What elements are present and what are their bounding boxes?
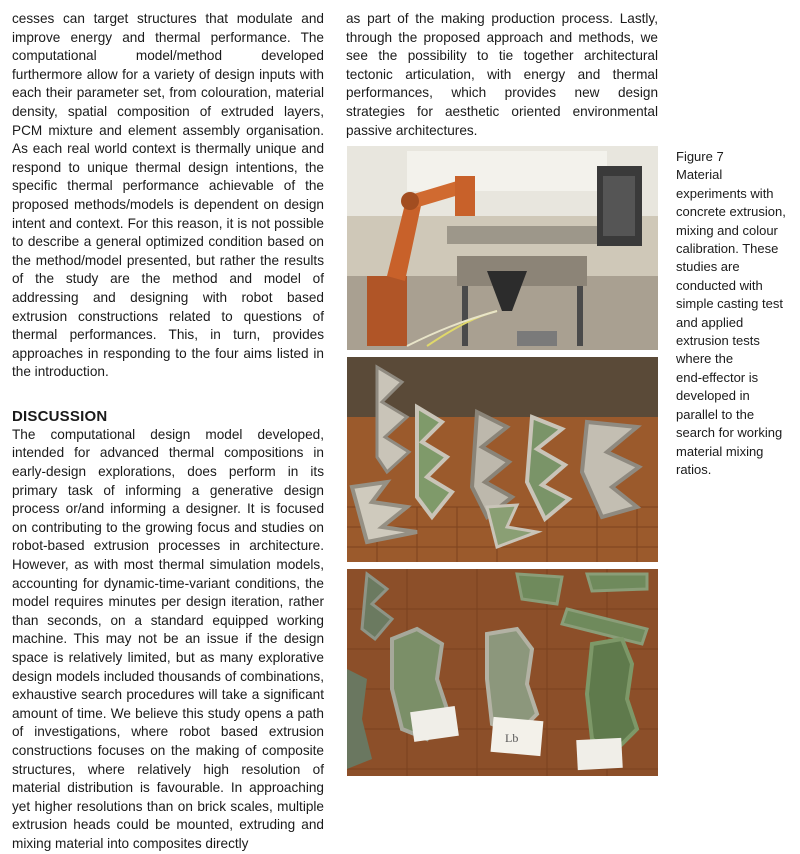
discussion-paragraph: The computational design model developed, intended for advanced thermal compositions in early-design explorations, does perform in its primary task of informing a generative design process or/and informing a designer. It is focused on contributing to the growing focus and studies on robot-based extrusion processes in architecture. However, as with most thermal simulation models, accounting for dynamic-time-variant conditions, the model requires minutes per design iteration, rather than seconds, on a standard equipped working machine. This may not be an issue if the design space is relatively limited, but as many explorative design models included thousands of combinations, exhaustive search procedures will take a significant amount of time. We believe this study opens a path of investigations, where robot based extrusion constructions focuses on the making of composite structures, where relatively high resolution of material distribution is favourable. In approaching yet higher resolutions than on brick scales, multiple extrusion heads could be mounted, extruding and mixing material into composites directly [12,426,324,851]
middle-paragraph: as part of the making production process. Lastly, through the proposed approach and methods, we see the possibility to tie together architectural tectonic articulation, with energy and thermal performances, which provides new design strategies for aesthetic oriented environmental passive architectures. [346,11,658,138]
green-samples-photo [347,569,658,776]
figure-label: Figure 7 [676,149,724,164]
caption-line: end-effector is [676,369,759,385]
caption-line: Material [676,167,723,183]
robot-arm-photo [347,146,658,350]
caption-line: mixing and colour [676,222,778,238]
caption-line: conducted with [676,277,763,293]
caption-line: studies are [676,259,740,275]
caption-line: concrete extrusion, [676,204,786,220]
caption-line: ratios. [676,461,712,477]
caption-line: simple casting test [676,296,783,312]
caption-line: and applied [676,314,744,330]
caption-line: extrusion tests [676,333,760,349]
caption-line: developed in [676,388,750,404]
figure-caption [676,148,800,479]
discussion-heading: DISCUSSION [12,407,108,425]
extrusion-samples-photo [347,357,658,562]
caption-line: search for working [676,425,783,441]
caption-line: calibration. These [676,241,779,257]
caption-line: experiments with [676,185,774,201]
intro-paragraph: cesses can target structures that modulate and improve energy and thermal performance. The computational model/method developed furthermore allow for a variety of design inputs with each their parameter set, from colouration, material density, spatial composition of extruded layers, PCM mixture and element assembly organisation. As each real world context is thermally unique and respond to unique thermal design intentions, the specific thermal performance achievable of the proposed methods/models is dependent on design intent and context. For this reason, it is not possible to describe a general optimized condition based on the method/model presented, but rather the results of the study are the method and model of addressing and designing with robot based extrusion constructions related to questions of thermal performances. This, in turn, provides approaches in responding to the four aims listed in the introduction. [12,11,324,380]
caption-line: where the [676,351,734,367]
caption-line: parallel to the [676,406,755,422]
left-column [12,10,324,854]
sample-label: Lb [505,731,519,745]
middle-column [346,10,658,140]
caption-line: material mixing [676,443,764,459]
